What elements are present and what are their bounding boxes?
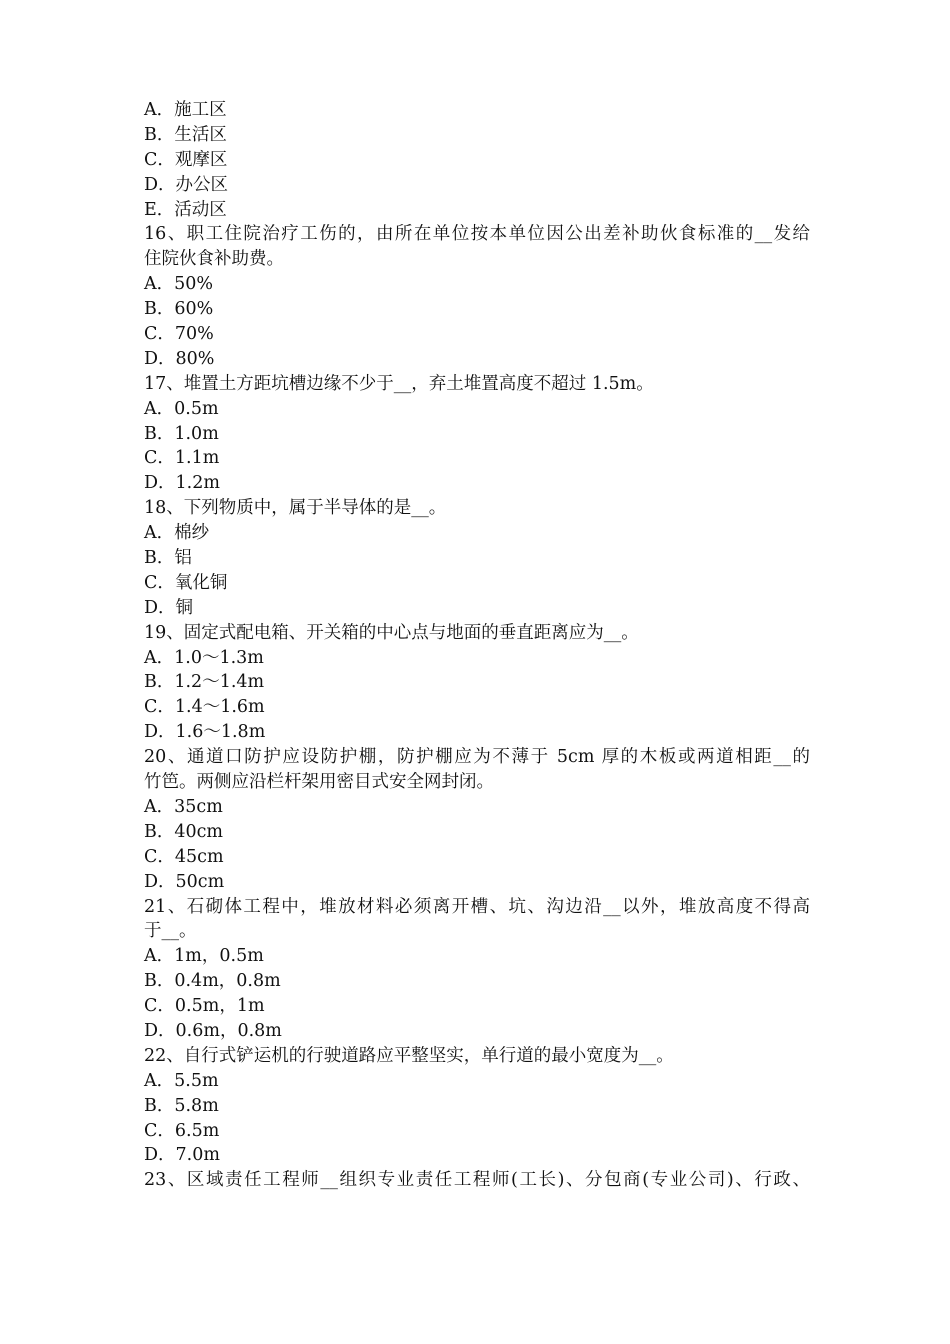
question-stem-continued: 竹笆。两侧应沿栏杆架用密目式安全网封闭。: [144, 772, 494, 793]
question-stem-continued: 于__。: [144, 921, 197, 942]
option-d: D．0.6m，0.8m: [144, 1020, 282, 1041]
question-22: [144, 1044, 810, 1168]
option-a: A．施工区: [144, 100, 227, 120]
question-17: [144, 372, 810, 496]
option-a: A．1m，0.5m: [144, 946, 264, 967]
option-a: A．0.5m: [144, 398, 219, 419]
option-d: D．50cm: [144, 871, 225, 892]
question-stem-continued: 住院伙食补助费。: [144, 249, 284, 270]
option-d: D．办公区: [144, 174, 229, 195]
question-18: [144, 496, 810, 620]
option-c: C．45cm: [144, 846, 224, 867]
question-21: [144, 895, 810, 1044]
option-a: A．1.0～1.3m: [144, 647, 264, 668]
question-15-options: [144, 98, 810, 222]
option-c: C．70%: [144, 324, 214, 345]
option-e: E．活动区: [144, 199, 227, 220]
option-b: B．1.2～1.4m: [144, 672, 265, 693]
option-c: C．1.1m: [144, 448, 220, 469]
question-stem: 19、固定式配电箱、开关箱的中心点与地面的垂直距离应为__。: [144, 622, 639, 643]
question-19: [144, 621, 810, 745]
option-a: A．50%: [144, 274, 214, 295]
question-16: [144, 222, 810, 371]
option-d: D．1.6～1.8m: [144, 722, 266, 743]
option-b: B．0.4m，0.8m: [144, 971, 281, 992]
option-c: C．1.4～1.6m: [144, 697, 265, 718]
option-a: A．35cm: [144, 796, 223, 817]
option-d: D．80%: [144, 348, 215, 369]
option-b: B．铝: [144, 548, 192, 569]
option-c: C．0.5m，1m: [144, 996, 265, 1017]
question-stem: 20、通道口防护应设防护棚，防护棚应为不薄于 5cm 厚的木板或两道相距__的: [144, 747, 810, 768]
option-b: B．40cm: [144, 821, 224, 842]
option-d: D．7.0m: [144, 1145, 220, 1166]
option-a: A．棉纱: [144, 523, 210, 544]
option-b: B．生活区: [144, 124, 227, 145]
question-stem: 23、区域责任工程师__组织专业责任工程师(工长)、分包商(专业公司)、行政、: [144, 1170, 810, 1191]
question-stem: 17、堆置土方距坑槽边缘不少于__，弃土堆置高度不超过 1.5m。: [144, 373, 654, 394]
question-stem: 22、自行式铲运机的行驶道路应平整坚实，单行道的最小宽度为__。: [144, 1045, 674, 1066]
question-list: [144, 98, 810, 1193]
option-c: C．6.5m: [144, 1120, 220, 1141]
question-stem: 21、石砌体工程中，堆放材料必须离开槽、坑、沟边沿__以外，堆放高度不得高: [144, 896, 810, 917]
option-c: C．氧化铜: [144, 572, 228, 593]
option-b: B．1.0m: [144, 423, 219, 444]
question-stem: 18、下列物质中，属于半导体的是__。: [144, 498, 447, 519]
option-d: D．1.2m: [144, 473, 220, 494]
option-c: C．观摩区: [144, 149, 228, 170]
option-b: B．5.8m: [144, 1095, 219, 1116]
question-23: [144, 1168, 810, 1193]
question-stem: 16、职工住院治疗工伤的，由所在单位按本单位因公出差补助伙食标准的__发给: [144, 224, 810, 245]
option-a: A．5.5m: [144, 1070, 219, 1091]
option-b: B．60%: [144, 299, 214, 320]
question-20: [144, 745, 810, 894]
option-d: D．铜: [144, 597, 194, 618]
